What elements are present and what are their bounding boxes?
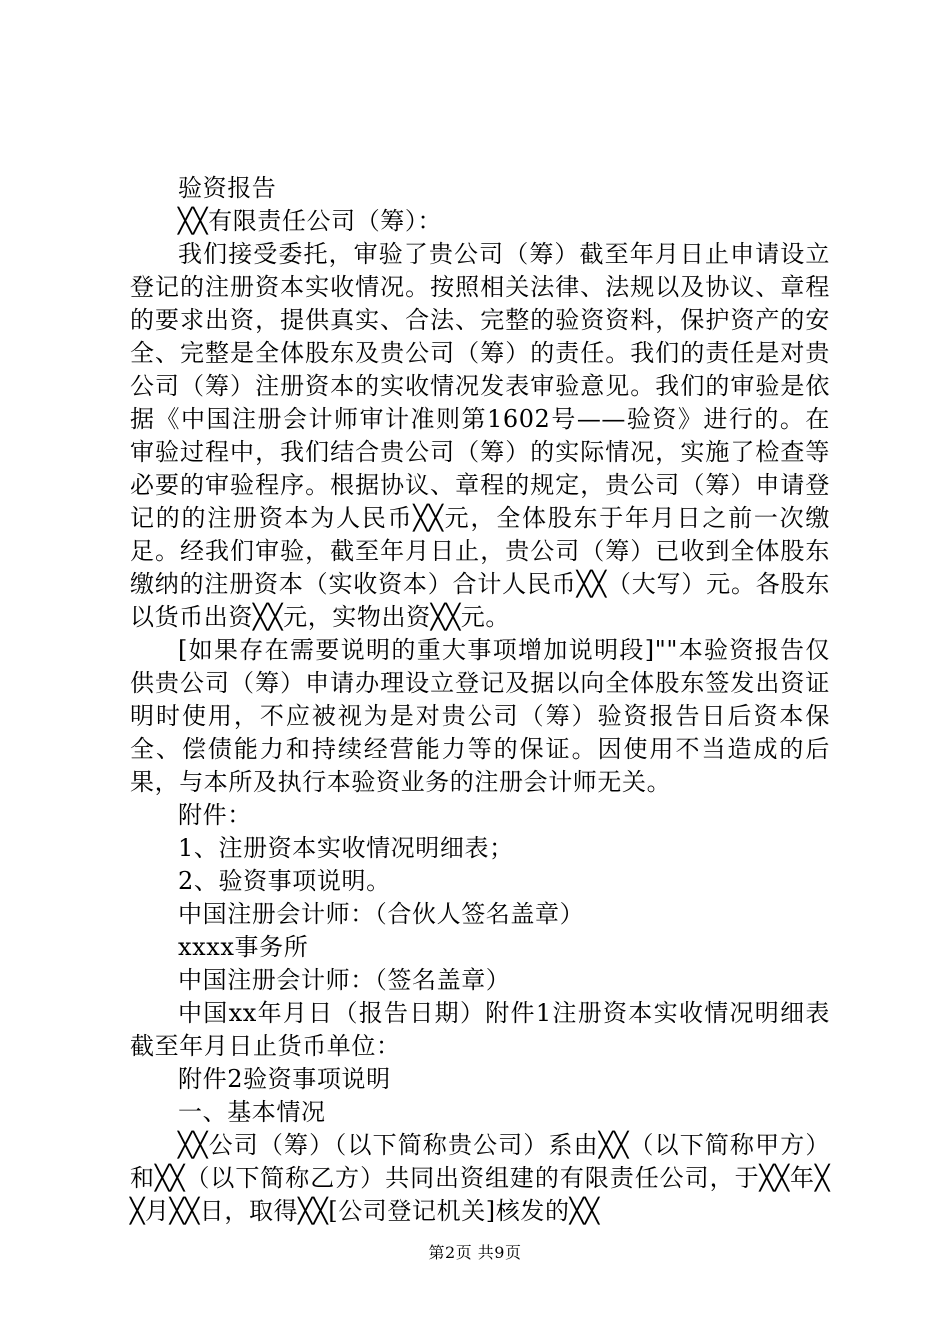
attachments-heading: 附件： <box>178 801 252 829</box>
firm-name: xxxx事务所 <box>178 933 309 961</box>
document-body <box>130 172 830 1228</box>
body-paragraph: 我们接受委托，审验了贵公司（筹）截至年月日止申请设立登记的注册资本实收情况。按照相关法律、法规以及协议、章程的要求出资，提供真实、合法、完整的验资资料，保护资产的安全、完整是全体股东及贵公司（筹）的责任。我们的责任是对贵公司（筹）注册资本的实收情况发表审验意见。我们的审验是依据《中国注册会计师审计准则第1602号——验资》进行的。在审验过程中，我们结合贵公司（筹）的实际情况，实施了检查等必要的审验程序。根据协议、章程的规定，贵公司（筹）申请登记的的注册资本为人民币╳╳元，全体股东于年月日之前一次缴足。经我们审验，截至年月日止，贵公司（筹）已收到全体股东缴纳的注册资本（实收资本）合计人民币╳╳（大写）元。各股东以货币出资╳╳元，实物出资╳╳元。 <box>130 240 830 631</box>
page-number: 第2页 共9页 <box>428 1243 522 1262</box>
section-heading: 一、基本情况 <box>178 1098 326 1126</box>
attachment-item: 2、验资事项说明。 <box>178 867 391 895</box>
body-paragraph: ╳╳公司（筹）（以下简称贵公司）系由╳╳（以下简称甲方）和╳╳（以下简称乙方）共同出资组建的有限责任公司，于╳╳年╳╳月╳╳日，取得╳╳[公司登记机关]核发的╳╳ <box>130 1131 830 1225</box>
signature-line: 中国注册会计师：（合伙人签名盖章） <box>178 900 585 928</box>
section-heading: 附件2验资事项说明 <box>178 1065 391 1093</box>
body-paragraph: 中国xx年月日（报告日期）附件1注册资本实收情况明细表截至年月日止货币单位： <box>130 999 830 1060</box>
addressee: ╳╳有限责任公司（筹）： <box>178 207 443 235</box>
signature-line: 中国注册会计师：（签名盖章） <box>178 966 511 994</box>
report-title: 验资报告 <box>178 174 277 202</box>
body-paragraph: [如果存在需要说明的重大事项增加说明段]""本验资报告仅供贵公司（筹）申请办理设立登记及据以向全体股东签发出资证明时使用，不应被视为是对贵公司（筹）验资报告日后资本保全、偿债能力和持续经营能力等的保证。因使用不当造成的后果，与本所及执行本验资业务的注册会计师无关。 <box>130 636 830 796</box>
attachment-item: 1、注册资本实收情况明细表； <box>178 834 514 862</box>
